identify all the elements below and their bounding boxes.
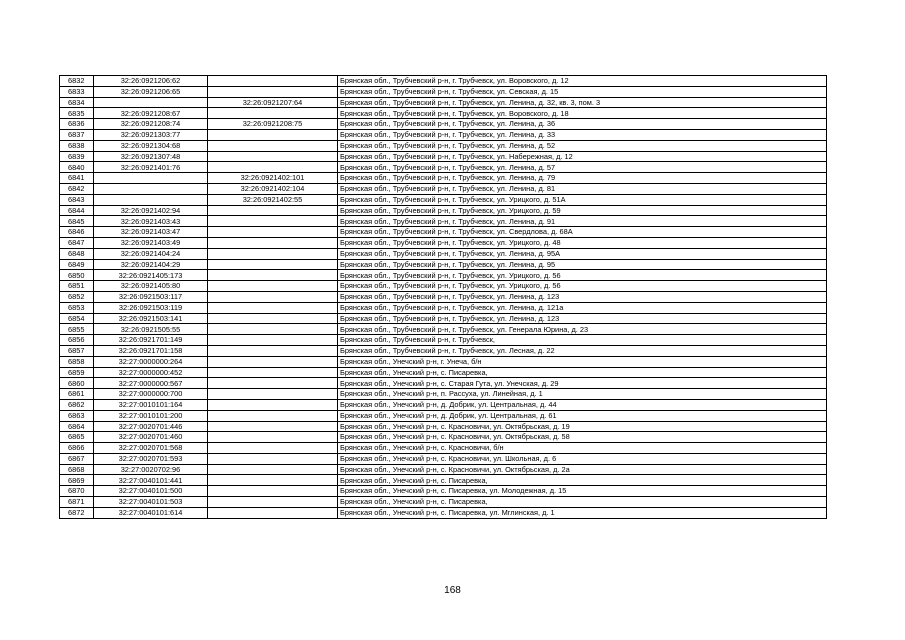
cadastral-number-cell: 32:26:0921701:158	[94, 345, 208, 356]
cadastral-number-cell: 32:26:0921403:47	[94, 227, 208, 238]
table-row	[60, 173, 827, 184]
address-cell: Брянская обл., Трубчевский р-н, г. Трубчевск, ул. Ленина, д. 91	[338, 216, 827, 227]
cadastral-number-cell: 32:27:0000000:264	[94, 356, 208, 367]
cadastral-number-cell: 32:26:0921307:48	[94, 151, 208, 162]
table-row	[60, 237, 827, 248]
address-cell: Брянская обл., Трубчевский р-н, г. Трубчевск, ул. Ленина, д. 36	[338, 119, 827, 130]
cadastral-number-cell: 32:27:0010101:200	[94, 410, 208, 421]
cadastral-number-cell: 32:26:0921208:67	[94, 108, 208, 119]
address-cell: Брянская обл., Унечский р-н, п. Рассуха, ул. Линейная, д. 1	[338, 389, 827, 400]
table-row	[60, 421, 827, 432]
row-number-cell: 6839	[60, 151, 94, 162]
address-cell: Брянская обл., Унечский р-н, с. Старая Гута, ул. Унечская, д. 29	[338, 378, 827, 389]
row-number-cell: 6863	[60, 410, 94, 421]
table-row	[60, 389, 827, 400]
cadastral-number-cell: 32:26:0921503:117	[94, 291, 208, 302]
table-row	[60, 281, 827, 292]
cadastral-number-cell: 32:26:0921404:24	[94, 248, 208, 259]
cadastral-number-cell: 32:26:0921206:65	[94, 86, 208, 97]
address-cell: Брянская обл., Трубчевский р-н, г. Трубчевск, ул. Ленина, д. 57	[338, 162, 827, 173]
cadastral-number-alt-cell	[208, 313, 338, 324]
cadastral-number-alt-cell	[208, 410, 338, 421]
table-row	[60, 432, 827, 443]
table-row	[60, 119, 827, 130]
table-row	[60, 367, 827, 378]
address-cell: Брянская обл., Унечский р-н, с. Красновичи, ул. Октябрьская, д. 58	[338, 432, 827, 443]
table-row	[60, 356, 827, 367]
table-row	[60, 162, 827, 173]
row-number-cell: 6872	[60, 507, 94, 518]
cadastral-number-alt-cell	[208, 399, 338, 410]
cadastral-number-cell: 32:27:0040101:441	[94, 475, 208, 486]
table-row	[60, 497, 827, 508]
row-number-cell: 6867	[60, 453, 94, 464]
cadastral-number-cell: 32:26:0921208:74	[94, 119, 208, 130]
address-cell: Брянская обл., Трубчевский р-н, г. Трубчевск, ул. Севская, д. 15	[338, 86, 827, 97]
cadastral-number-cell: 32:26:0921402:94	[94, 205, 208, 216]
row-number-cell: 6833	[60, 86, 94, 97]
row-number-cell: 6856	[60, 335, 94, 346]
row-number-cell: 6841	[60, 173, 94, 184]
address-cell: Брянская обл., Трубчевский р-н, г. Трубчевск, ул. Ленина, д. 95А	[338, 248, 827, 259]
cadastral-number-cell: 32:26:0921303:77	[94, 129, 208, 140]
cadastral-number-cell: 32:26:0921403:49	[94, 237, 208, 248]
cadastral-number-cell: 32:27:0040101:614	[94, 507, 208, 518]
cadastral-number-cell: 32:27:0020702:96	[94, 464, 208, 475]
table-row	[60, 399, 827, 410]
cadastral-number-cell	[94, 194, 208, 205]
table-row	[60, 378, 827, 389]
address-cell: Брянская обл., Трубчевский р-н, г. Трубчевск, ул. Ленина, д. 81	[338, 183, 827, 194]
address-cell: Брянская обл., Трубчевский р-н, г. Трубчевск,	[338, 335, 827, 346]
cadastral-number-cell: 32:27:0000000:452	[94, 367, 208, 378]
row-number-cell: 6854	[60, 313, 94, 324]
cadastral-number-alt-cell	[208, 378, 338, 389]
row-number-cell: 6840	[60, 162, 94, 173]
table-row	[60, 259, 827, 270]
cadastral-number-alt-cell	[208, 475, 338, 486]
cadastral-number-alt-cell: 32:26:0921402:104	[208, 183, 338, 194]
table-row	[60, 194, 827, 205]
address-cell: Брянская обл., Унечский р-н, с. Писаревка,	[338, 475, 827, 486]
cadastral-number-alt-cell	[208, 302, 338, 313]
cadastral-number-alt-cell	[208, 345, 338, 356]
cadastral-number-alt-cell	[208, 507, 338, 518]
address-cell: Брянская обл., Трубчевский р-н, г. Трубчевск, ул. Урицкого, д. 59	[338, 205, 827, 216]
address-cell: Брянская обл., Трубчевский р-н, г. Трубчевск, ул. Ленина, д. 79	[338, 173, 827, 184]
address-cell: Брянская обл., Трубчевский р-н, г. Трубчевск, ул. Ленина, д. 95	[338, 259, 827, 270]
cadastral-number-cell: 32:26:0921701:149	[94, 335, 208, 346]
cadastral-number-cell: 32:27:0040101:503	[94, 497, 208, 508]
cadastral-number-cell	[94, 183, 208, 194]
row-number-cell: 6844	[60, 205, 94, 216]
table-row	[60, 183, 827, 194]
table-row	[60, 140, 827, 151]
table-row	[60, 216, 827, 227]
property-table	[59, 75, 827, 519]
cadastral-number-cell: 32:26:0921503:119	[94, 302, 208, 313]
cadastral-number-alt-cell	[208, 227, 338, 238]
address-cell: Брянская обл., Трубчевский р-н, г. Трубчевск, ул. Урицкого, д. 48	[338, 237, 827, 248]
cadastral-number-alt-cell	[208, 356, 338, 367]
page-number: 168	[444, 585, 461, 596]
address-cell: Брянская обл., Трубчевский р-н, г. Трубчевск, ул. Ленина, д. 123	[338, 291, 827, 302]
cadastral-number-alt-cell	[208, 140, 338, 151]
cadastral-number-cell: 32:26:0921405:80	[94, 281, 208, 292]
cadastral-number-alt-cell	[208, 367, 338, 378]
address-cell: Брянская обл., Унечский р-н, д. Добрик, ул. Центральная, д. 61	[338, 410, 827, 421]
cadastral-number-alt-cell	[208, 291, 338, 302]
cadastral-number-alt-cell	[208, 237, 338, 248]
cadastral-number-cell: 32:27:0000000:700	[94, 389, 208, 400]
cadastral-number-alt-cell	[208, 421, 338, 432]
cadastral-number-alt-cell	[208, 151, 338, 162]
table-row	[60, 464, 827, 475]
table-row	[60, 475, 827, 486]
cadastral-number-alt-cell: 32:26:0921207:64	[208, 97, 338, 108]
row-number-cell: 6838	[60, 140, 94, 151]
row-number-cell: 6843	[60, 194, 94, 205]
cadastral-number-cell	[94, 97, 208, 108]
cadastral-number-alt-cell	[208, 443, 338, 454]
address-cell: Брянская обл., Трубчевский р-н, г. Трубчевск, ул. Ленина, д. 121а	[338, 302, 827, 313]
address-cell: Брянская обл., Унечский р-н, с. Красновичи, б/н	[338, 443, 827, 454]
cadastral-number-alt-cell	[208, 281, 338, 292]
table-row	[60, 453, 827, 464]
row-number-cell: 6842	[60, 183, 94, 194]
cadastral-number-alt-cell	[208, 216, 338, 227]
table-row	[60, 248, 827, 259]
cadastral-number-cell: 32:26:0921304:68	[94, 140, 208, 151]
row-number-cell: 6852	[60, 291, 94, 302]
table-row	[60, 291, 827, 302]
cadastral-number-alt-cell	[208, 335, 338, 346]
table-row	[60, 507, 827, 518]
table-row	[60, 227, 827, 238]
cadastral-number-cell: 32:26:0921505:55	[94, 324, 208, 335]
address-cell: Брянская обл., Унечский р-н, с. Красновичи, ул. Октябрьская, д. 19	[338, 421, 827, 432]
table-row	[60, 443, 827, 454]
row-number-cell: 6866	[60, 443, 94, 454]
cadastral-number-cell: 32:26:0921206:62	[94, 76, 208, 87]
cadastral-number-alt-cell: 32:26:0921402:55	[208, 194, 338, 205]
row-number-cell: 6845	[60, 216, 94, 227]
address-cell: Брянская обл., Трубчевский р-н, г. Трубчевск, ул. Ленина, д. 52	[338, 140, 827, 151]
address-cell: Брянская обл., Трубчевский р-н, г. Трубчевск, ул. Ленина, д. 33	[338, 129, 827, 140]
table-row	[60, 410, 827, 421]
cadastral-number-alt-cell	[208, 324, 338, 335]
cadastral-number-cell: 32:26:0921403:43	[94, 216, 208, 227]
address-cell: Брянская обл., Трубчевский р-н, г. Трубчевск, ул. Ленина, д. 32, кв. 3, пом. 3	[338, 97, 827, 108]
cadastral-number-cell: 32:26:0921405:173	[94, 270, 208, 281]
address-cell: Брянская обл., Унечский р-н, с. Писаревка, ул. Мглинская, д. 1	[338, 507, 827, 518]
row-number-cell: 6855	[60, 324, 94, 335]
table-row	[60, 324, 827, 335]
row-number-cell: 6849	[60, 259, 94, 270]
table-row	[60, 151, 827, 162]
row-number-cell: 6860	[60, 378, 94, 389]
table-row	[60, 345, 827, 356]
row-number-cell: 6858	[60, 356, 94, 367]
address-cell: Брянская обл., Трубчевский р-н, г. Трубчевск, ул. Урицкого, д. 56	[338, 281, 827, 292]
row-number-cell: 6859	[60, 367, 94, 378]
cadastral-number-alt-cell	[208, 389, 338, 400]
cadastral-number-alt-cell	[208, 248, 338, 259]
row-number-cell: 6862	[60, 399, 94, 410]
address-cell: Брянская обл., Трубчевский р-н, г. Трубчевск, ул. Ленина, д. 123	[338, 313, 827, 324]
address-cell: Брянская обл., Трубчевский р-н, г. Трубчевск, ул. Генерала Юрина, д. 23	[338, 324, 827, 335]
cadastral-number-cell: 32:27:0020701:593	[94, 453, 208, 464]
address-cell: Брянская обл., Унечский р-н, с. Красновичи, ул. Школьная, д. 6	[338, 453, 827, 464]
cadastral-number-cell: 32:27:0020701:460	[94, 432, 208, 443]
cadastral-number-cell: 32:26:0921401:76	[94, 162, 208, 173]
cadastral-number-cell: 32:27:0020701:568	[94, 443, 208, 454]
table-row	[60, 205, 827, 216]
address-cell: Брянская обл., Трубчевский р-н, г. Трубчевск, ул. Набережная, д. 12	[338, 151, 827, 162]
cadastral-number-cell: 32:26:0921503:141	[94, 313, 208, 324]
table-row	[60, 86, 827, 97]
row-number-cell: 6851	[60, 281, 94, 292]
cadastral-number-alt-cell	[208, 432, 338, 443]
cadastral-number-cell: 32:27:0040101:500	[94, 486, 208, 497]
cadastral-number-alt-cell	[208, 486, 338, 497]
address-cell: Брянская обл., Трубчевский р-н, г. Трубчевск, ул. Воровского, д. 12	[338, 76, 827, 87]
row-number-cell: 6836	[60, 119, 94, 130]
cadastral-number-cell: 32:26:0921404:29	[94, 259, 208, 270]
table-row	[60, 97, 827, 108]
row-number-cell: 6870	[60, 486, 94, 497]
cadastral-number-alt-cell: 32:26:0921402:101	[208, 173, 338, 184]
cadastral-number-alt-cell	[208, 453, 338, 464]
address-cell: Брянская обл., Унечский р-н, с. Писаревка,	[338, 497, 827, 508]
table-row	[60, 486, 827, 497]
address-cell: Брянская обл., Трубчевский р-н, г. Трубчевск, ул. Воровского, д. 18	[338, 108, 827, 119]
row-number-cell: 6834	[60, 97, 94, 108]
row-number-cell: 6857	[60, 345, 94, 356]
row-number-cell: 6868	[60, 464, 94, 475]
row-number-cell: 6850	[60, 270, 94, 281]
cadastral-number-cell: 32:27:0000000:567	[94, 378, 208, 389]
cadastral-number-alt-cell	[208, 162, 338, 173]
row-number-cell: 6869	[60, 475, 94, 486]
row-number-cell: 6848	[60, 248, 94, 259]
cadastral-number-alt-cell	[208, 205, 338, 216]
cadastral-number-alt-cell: 32:26:0921208:75	[208, 119, 338, 130]
cadastral-number-alt-cell	[208, 270, 338, 281]
address-cell: Брянская обл., Трубчевский р-н, г. Трубчевск, ул. Урицкого, д. 51А	[338, 194, 827, 205]
table-row	[60, 129, 827, 140]
row-number-cell: 6853	[60, 302, 94, 313]
row-number-cell: 6847	[60, 237, 94, 248]
address-cell: Брянская обл., Трубчевский р-н, г. Трубчевск, ул. Свердлова, д. 68А	[338, 227, 827, 238]
table-row	[60, 313, 827, 324]
cadastral-number-alt-cell	[208, 464, 338, 475]
table-row	[60, 108, 827, 119]
row-number-cell: 6871	[60, 497, 94, 508]
address-cell: Брянская обл., Унечский р-н, с. Красновичи, ул. Октябрьская, д. 2а	[338, 464, 827, 475]
address-cell: Брянская обл., Трубчевский р-н, г. Трубчевск, ул. Урицкого, д. 56	[338, 270, 827, 281]
cadastral-number-cell: 32:27:0010101:164	[94, 399, 208, 410]
property-table-body	[60, 76, 827, 519]
cadastral-number-cell	[94, 173, 208, 184]
cadastral-number-alt-cell	[208, 76, 338, 87]
row-number-cell: 6865	[60, 432, 94, 443]
cadastral-number-alt-cell	[208, 497, 338, 508]
cadastral-number-cell: 32:27:0020701:446	[94, 421, 208, 432]
row-number-cell: 6835	[60, 108, 94, 119]
table-row	[60, 335, 827, 346]
address-cell: Брянская обл., Унечский р-н, с. Писаревка,	[338, 367, 827, 378]
table-row	[60, 270, 827, 281]
table-row	[60, 302, 827, 313]
address-cell: Брянская обл., Трубчевский р-н, г. Трубчевск, ул. Лесная, д. 22	[338, 345, 827, 356]
address-cell: Брянская обл., Унечский р-н, г. Унеча, б/н	[338, 356, 827, 367]
cadastral-number-alt-cell	[208, 259, 338, 270]
cadastral-number-alt-cell	[208, 108, 338, 119]
cadastral-number-alt-cell	[208, 129, 338, 140]
row-number-cell: 6837	[60, 129, 94, 140]
table-row	[60, 76, 827, 87]
address-cell: Брянская обл., Унечский р-н, с. Писаревка, ул. Молодежная, д. 15	[338, 486, 827, 497]
row-number-cell: 6832	[60, 76, 94, 87]
address-cell: Брянская обл., Унечский р-н, д. Добрик, ул. Центральная, д. 44	[338, 399, 827, 410]
row-number-cell: 6864	[60, 421, 94, 432]
cadastral-number-alt-cell	[208, 86, 338, 97]
row-number-cell: 6861	[60, 389, 94, 400]
row-number-cell: 6846	[60, 227, 94, 238]
